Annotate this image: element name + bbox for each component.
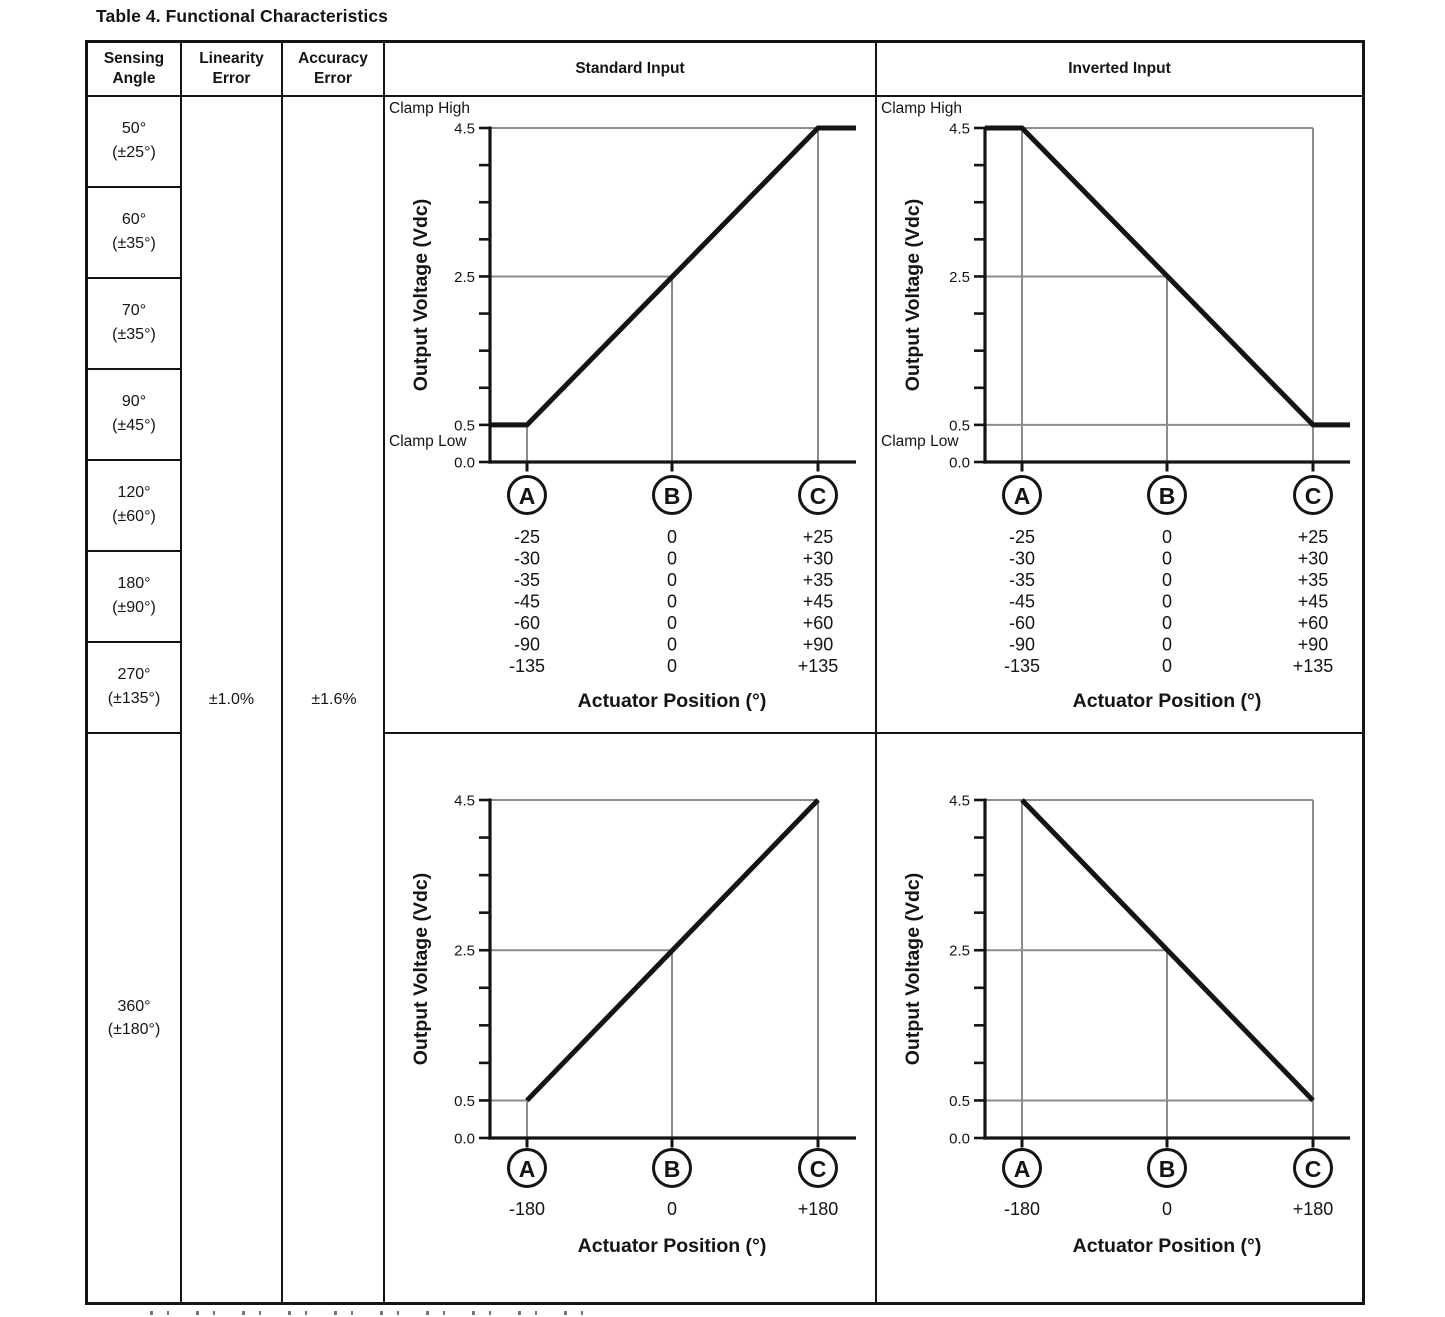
actuator-position-value: -45 [1008,591,1036,612]
actuator-position-value: +25 [802,527,834,547]
actuator-position-value: 0 [666,613,678,633]
x-axis-title: Actuator Position (°) [577,1235,767,1257]
actuator-position-value: -25 [513,527,541,547]
actuator-position-value: +25 [1297,527,1329,547]
angle-value: 270° [117,666,151,684]
header-sensing-angle [88,43,180,95]
y-tick-label: 0.5 [949,1092,970,1110]
actuator-position-value: -180 [1003,1199,1041,1219]
actuator-position-value: -30 [513,548,541,569]
voltage-vs-position-plot [877,734,1362,1305]
table-title: Table 4. Functional Characteristics [96,6,389,26]
actuator-position-value: +180 [797,1199,839,1219]
sensing-angle-cell-120 [88,459,180,550]
actuator-position-value: -135 [508,656,546,676]
actuator-position-value: -35 [513,570,541,590]
clamp-high-label: Clamp High [881,100,962,117]
actuator-position-value: +90 [802,634,834,655]
actuator-position-value: 0 [1161,1199,1173,1219]
sensing-angle-cell-180 [88,550,180,641]
sensing-angle-cell-270 [88,641,180,732]
voltage-vs-position-plot [385,97,875,732]
actuator-position-value: +35 [1297,570,1329,590]
actuator-position-value: 0 [666,634,678,655]
point-marker-letter: B [1158,483,1176,509]
y-tick-label: 2.5 [949,268,970,286]
x-axis-title: Actuator Position (°) [1072,690,1262,712]
point-marker-letter: A [1013,1156,1031,1182]
actuator-position-value: +35 [802,570,834,590]
header-line: Error [314,70,352,87]
y-tick-label: 2.5 [454,942,475,960]
y-tick-label: 4.5 [454,792,475,810]
sensing-angle-cell-50 [88,95,180,186]
actuator-position-value: -135 [1003,656,1041,676]
voltage-vs-position-plot [385,734,875,1305]
point-marker-letter: A [518,1156,536,1182]
row-divider [88,641,182,643]
actuator-position-value: 0 [666,570,678,590]
actuator-position-value: 0 [1161,527,1173,547]
y-axis-title: Output Voltage (Vdc) [410,872,432,1066]
header-line: Error [212,70,251,87]
header-line: Angle [112,70,156,87]
accuracy-error-value: ±1.6% [311,690,357,708]
angle-value: 360° [117,997,151,1015]
linearity-error-value: ±1.0% [208,690,255,708]
actuator-position-value: 0 [666,1199,678,1219]
x-axis-title: Actuator Position (°) [1072,1235,1262,1257]
actuator-position-value: +45 [1297,591,1329,612]
actuator-position-value: -30 [1008,548,1036,569]
actuator-position-value: 0 [666,527,678,547]
actuator-position-value: -35 [1008,570,1036,590]
actuator-position-value: +90 [1297,634,1329,655]
actuator-position-value: +180 [1292,1199,1334,1219]
angle-tolerance: (±90°) [112,598,156,616]
header-standard-input: Standard Input [575,59,685,77]
actuator-position-value: +135 [1292,656,1334,676]
header-divider [88,95,1362,97]
angle-tolerance: (±35°) [112,234,156,252]
column-divider [180,43,182,1302]
actuator-position-value: 0 [666,548,678,569]
y-tick-label: 4.5 [949,120,970,138]
angle-tolerance: (±35°) [112,325,156,343]
y-tick-label: 0.0 [949,1130,970,1148]
cropped-text-artifact [150,1311,590,1315]
clamp-low-label: Clamp Low [389,433,467,450]
clamp-high-label: Clamp High [389,100,470,117]
column-divider [281,43,283,1302]
actuator-position-value: 0 [1161,613,1173,633]
point-marker-letter: C [809,1156,827,1182]
actuator-position-value: -180 [508,1199,546,1219]
angle-tolerance: (±135°) [107,689,161,707]
y-axis-title: Output Voltage (Vdc) [902,872,924,1066]
actuator-position-value: -25 [1008,527,1036,547]
point-marker-letter: C [1304,483,1322,509]
functional-characteristics-table [85,40,1365,1305]
actuator-position-value: 0 [666,656,678,676]
clamp-low-label: Clamp Low [881,433,959,450]
angle-tolerance: (±180°) [107,1021,161,1038]
actuator-position-value: 0 [1161,570,1173,590]
angle-value: 60° [121,211,147,229]
actuator-position-value: +135 [797,656,839,676]
angle-tolerance: (±45°) [112,416,156,434]
y-axis-title: Output Voltage (Vdc) [902,198,924,392]
chart-standard-input-360 [385,734,875,1305]
row-divider [88,186,182,188]
row-divider [88,277,182,279]
actuator-position-value: -90 [1008,634,1036,655]
header-line: Linearity [199,49,264,67]
actuator-position-value: 0 [1161,591,1173,612]
chart-inverted-input-360 [877,734,1362,1305]
y-tick-label: 2.5 [454,268,475,286]
column-divider [875,43,877,1302]
point-marker-letter: B [1158,1156,1176,1182]
actuator-position-value: 0 [1161,548,1173,569]
point-marker-letter: C [1304,1156,1322,1182]
column-divider [383,43,385,1302]
actuator-position-value: +60 [802,613,834,633]
y-tick-label: 2.5 [949,942,970,960]
point-marker-letter: A [518,483,536,509]
actuator-position-value: -60 [513,613,541,633]
row-divider [88,459,182,461]
actuator-position-value: +30 [802,548,834,569]
actuator-position-value: -90 [513,634,541,655]
actuator-position-value: +30 [1297,548,1329,569]
sensing-angle-cell-60 [88,186,180,277]
chart-inverted-input-clamped [877,97,1362,732]
section-divider [88,732,182,734]
angle-value: 120° [117,484,151,502]
y-tick-label: 0.5 [949,417,970,435]
angle-tolerance: (±60°) [112,507,156,525]
row-divider [88,368,182,370]
row-divider [88,550,182,552]
y-tick-label: 0.0 [454,454,475,472]
point-marker-letter: C [809,483,827,509]
sensing-angle-cell-90 [88,368,180,459]
actuator-position-value: 0 [666,591,678,612]
header-linearity-error [182,43,281,95]
actuator-position-value: +45 [802,591,834,612]
angle-value: 180° [117,575,151,593]
point-marker-letter: A [1013,483,1031,509]
sensing-angle-cell-70 [88,277,180,368]
actuator-position-value: 0 [1161,656,1173,676]
actuator-position-value: 0 [1161,634,1173,655]
actuator-position-value: +60 [1297,613,1329,633]
angle-value: 50° [121,120,147,138]
y-tick-label: 0.0 [454,1130,475,1148]
chart-standard-input-clamped [385,97,875,732]
angle-value: 70° [121,302,147,320]
header-line: Accuracy [298,49,368,67]
voltage-vs-position-plot [877,97,1362,732]
actuator-position-value: -60 [1008,613,1036,633]
x-axis-title: Actuator Position (°) [577,690,767,712]
y-tick-label: 0.5 [454,1092,475,1110]
sensing-angle-cell-360 [88,734,180,1302]
header-inverted-input: Inverted Input [1068,59,1171,77]
angle-tolerance: (±25°) [112,143,156,161]
header-line: Sensing [103,49,165,67]
section-divider [383,732,1362,734]
y-tick-label: 0.0 [949,454,970,472]
y-tick-label: 4.5 [454,120,475,138]
y-tick-label: 0.5 [454,417,475,435]
point-marker-letter: B [663,1156,681,1182]
actuator-position-value: -45 [513,591,541,612]
y-axis-title: Output Voltage (Vdc) [410,198,432,392]
angle-value: 90° [121,393,147,411]
header-accuracy-error [283,43,383,95]
point-marker-letter: B [663,483,681,509]
y-tick-label: 4.5 [949,792,970,810]
